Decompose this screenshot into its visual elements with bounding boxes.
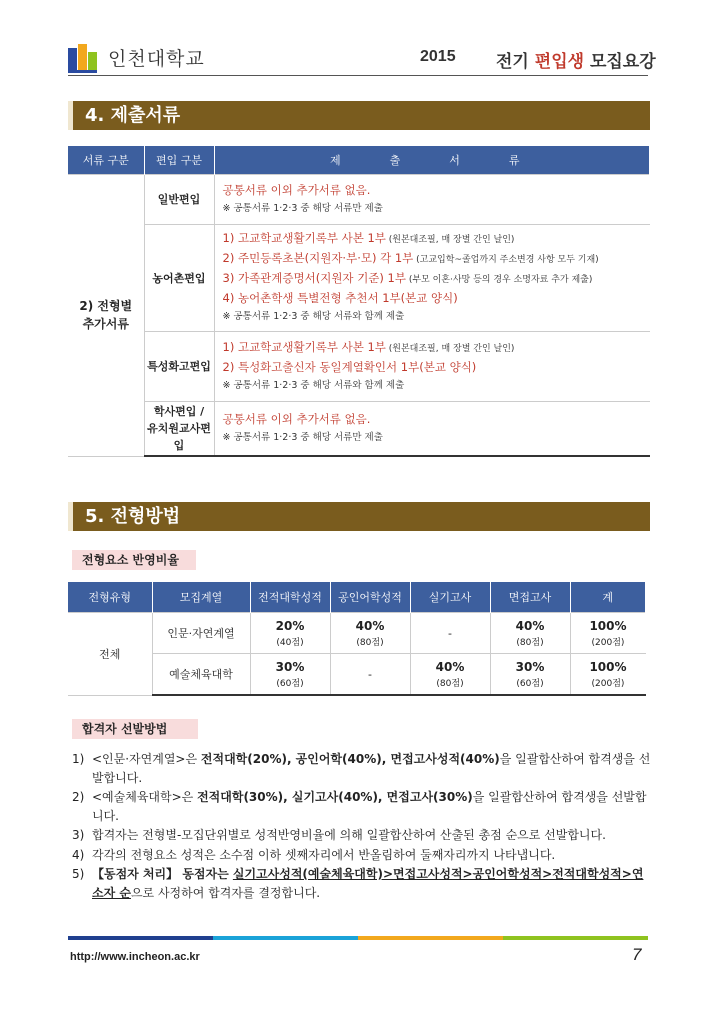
column-header: 제 출 서 류 xyxy=(214,146,650,175)
list-item: 1) <인문·자연계열>은 전적대학(20%), 공인어학(40%), 면접고사성적(40%)을 일괄합산하여 합격생을 선발합니다. xyxy=(72,752,651,785)
documents-cell: 공통서류 이외 추가서류 없음. ※ 공통서류 1·2·3 중 해당 서류만 제출 xyxy=(214,402,650,457)
column-header: 면접고사 xyxy=(490,582,570,613)
table-row xyxy=(68,332,650,402)
ratio-table xyxy=(68,582,646,696)
score-cell: - xyxy=(330,654,410,696)
admission-type: 학사편입 / 유치원교사편입 xyxy=(144,402,214,457)
university-logo-icon xyxy=(68,42,102,74)
column-header: 서류 구분 xyxy=(68,146,144,175)
table-row xyxy=(68,654,646,696)
section-5-title: 5. 전형방법 xyxy=(68,502,650,531)
selection-subheading: 합격자 선발방법 xyxy=(72,719,198,739)
section-4-title: 4. 제출서류 xyxy=(68,101,650,130)
header-title: 전기 편입생 모집요강 xyxy=(496,52,656,72)
admission-type: 농어촌편입 xyxy=(144,225,214,332)
admission-type: 특성화고편입 xyxy=(144,332,214,402)
header-divider xyxy=(68,75,648,76)
list-item: 5) 【동점자 처리】 동점자는 실기고사성적(예술체육대학)>면접고사성적>공인어학성적>전적대학성적>연소자 순으로 사정하여 합격자를 결정합니다. xyxy=(72,867,644,900)
footer-url-link[interactable]: http://www.incheon.ac.kr xyxy=(70,951,200,963)
table-row xyxy=(68,402,650,457)
column-header: 전형유형 xyxy=(68,582,152,613)
footer-color-bar xyxy=(68,936,648,940)
group-cell: 예술체육대학 xyxy=(152,654,250,696)
selection-rules-list xyxy=(72,750,652,903)
column-header: 공인어학성적 xyxy=(330,582,410,613)
documents-cell: 공통서류 이외 추가서류 없음. ※ 공통서류 1·2·3 중 해당 서류만 제출 xyxy=(214,175,650,225)
table-header-row xyxy=(68,582,646,613)
column-header: 계 xyxy=(570,582,646,613)
list-item: 2) <예술체육대학>은 전적대학(30%), 실기고사(40%), 면접고사(30%)을 일괄합산하여 합격생을 선발합니다. xyxy=(72,790,647,823)
table-row xyxy=(68,175,650,225)
documents-table xyxy=(68,146,650,457)
column-header: 실기고사 xyxy=(410,582,490,613)
column-header: 전적대학성적 xyxy=(250,582,330,613)
documents-cell: 1) 고교학교생활기록부 사본 1부 (원본대조필, 매 장별 간인 날인) 2) 특성화고출신자 동일계열확인서 1부(본교 양식) ※ 공통서류 1·2·3 중 해당 서류와 함께 제출 xyxy=(214,332,650,402)
column-header: 모집계열 xyxy=(152,582,250,613)
total-cell: 100% (200점) xyxy=(570,654,646,696)
type-cell: 전체 xyxy=(68,613,152,696)
score-cell: - xyxy=(410,613,490,654)
score-cell: 30% (60점) xyxy=(250,654,330,696)
admission-type: 일반편입 xyxy=(144,175,214,225)
table-header-row xyxy=(68,146,650,175)
ratio-subheading: 전형요소 반영비율 xyxy=(72,550,196,570)
score-cell: 20% (40점) xyxy=(250,613,330,654)
score-cell: 40% (80점) xyxy=(410,654,490,696)
score-cell: 40% (80점) xyxy=(330,613,410,654)
total-cell: 100% (200점) xyxy=(570,613,646,654)
category-cell: 2) 전형별 추가서류 xyxy=(68,175,144,457)
documents-cell: 1) 고교학교생활기록부 사본 1부 (원본대조필, 매 장별 간인 날인) 2) 주민등록초본(지원자·부·모) 각 1부 (고교입학~졸업까지 주소변경 사항 모두 기재) 3) 가족관계증명서(지원자 기준) 1부 (부모 이혼·사망 등의 경우 소명자료 추가 제출) 4) 농어촌학생 특별전형 추천서 1부(본교 양식) ※ 공통서류 1·2·3 중 해당 서류와 함께 제출 xyxy=(214,225,650,332)
score-cell: 40% (80점) xyxy=(490,613,570,654)
group-cell: 인문·자연계열 xyxy=(152,613,250,654)
page-number: 7 xyxy=(632,945,642,964)
header-year: 2015 xyxy=(420,48,456,65)
list-item: 3) 합격자는 전형별-모집단위별로 성적반영비율에 의해 일괄합산하여 산출된 총점 순으로 선발합니다. xyxy=(72,828,606,842)
column-header: 편입 구분 xyxy=(144,146,214,175)
score-cell: 30% (60점) xyxy=(490,654,570,696)
list-item: 4) 각각의 전형요소 성적은 소수점 이하 셋째자리에서 반올림하여 둘째자리까지 나타냅니다. xyxy=(72,847,556,862)
table-row xyxy=(68,613,646,654)
table-row xyxy=(68,225,650,332)
logo-text: 인천대학교 xyxy=(108,48,205,70)
